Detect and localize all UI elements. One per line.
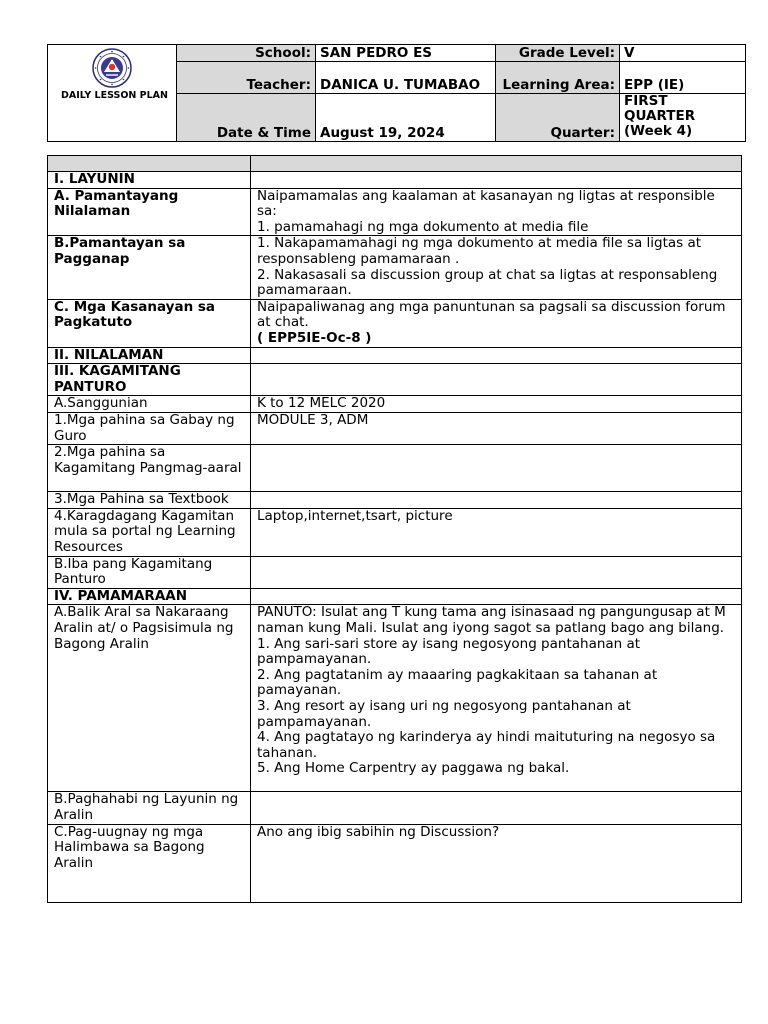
content-line: Ano ang ibig sabihin ng Discussion? xyxy=(257,823,500,840)
table-row xyxy=(48,236,742,299)
logo-caption: DAILY LESSON PLAN xyxy=(61,90,168,101)
learning-area-label: Learning Area: xyxy=(496,62,620,94)
content-line: Naipamamalas ang kaalaman at kasanayan ng ligtas at responsible sa: xyxy=(257,187,715,220)
table-row xyxy=(48,188,742,236)
row-content xyxy=(251,492,742,509)
table-row xyxy=(48,824,742,902)
content-line: 2. Ang pagtatanim ay maaaring pagkakitaan sa tahanan at pamayanan. xyxy=(257,666,658,699)
content-line: Naipapaliwanag ang mga panuntunan sa pagsali sa discussion forum at chat. xyxy=(257,298,726,331)
content-line: Laptop,internet,tsart, picture xyxy=(257,507,453,524)
content-line: 1. pamamahagi ng mga dokumento at media file xyxy=(257,218,589,235)
content-line: 5. Ang Home Carpentry ay paggawa ng bakal. xyxy=(257,760,570,777)
row-label: 1.Mga pahina sa Gabay ng Guro xyxy=(48,412,251,444)
table-row xyxy=(48,605,742,792)
learning-area-value: EPP (IE) xyxy=(620,62,746,94)
table-row xyxy=(48,792,742,824)
row-content xyxy=(251,792,742,824)
section-row xyxy=(48,347,742,364)
content-line: 4. Ang pagtatayo ng karinderya ay hindi maituturing na negosyo sa tahanan. xyxy=(257,729,716,761)
row-label: III. KAGAMITANG PANTURO xyxy=(48,364,251,396)
content-line: K to 12 MELC 2020 xyxy=(257,395,386,412)
table-row xyxy=(48,445,742,492)
row-label: II. NILALAMAN xyxy=(48,347,251,364)
row-label: C.Pag-uugnay ng mga Halimbawa sa Bagong Aralin xyxy=(48,824,251,902)
content-line: MODULE 3, ADM xyxy=(257,411,369,428)
table-row xyxy=(48,299,742,347)
school-label: School: xyxy=(177,45,316,62)
logo-cell xyxy=(48,45,177,142)
row-label xyxy=(48,156,251,172)
row-content xyxy=(251,172,742,189)
content-line: 2. Nakasasali sa discussion group at chat sa ligtas at responsableng pamamaraan. xyxy=(257,266,718,299)
row-content xyxy=(251,605,742,792)
row-label: C. Mga Kasanayan sa Pagkatuto xyxy=(48,299,251,347)
section-row xyxy=(48,172,742,189)
row-content xyxy=(251,412,742,444)
lesson-plan-table xyxy=(47,155,742,903)
row-content xyxy=(251,299,742,347)
row-content xyxy=(251,588,742,605)
teacher-label: Teacher: xyxy=(177,62,316,94)
row-content xyxy=(251,396,742,413)
date-time-label: Date & Time xyxy=(177,94,316,142)
table-row xyxy=(48,556,742,588)
row-content xyxy=(251,445,742,492)
row-label: I. LAYUNIN xyxy=(48,172,251,189)
row-label: 4.Karagdagang Kagamitan mula sa portal ng Learning Resources xyxy=(48,508,251,556)
row-content xyxy=(251,156,742,172)
row-label: B.Pamantayan sa Pagganap xyxy=(48,236,251,299)
quarter-label: Quarter: xyxy=(496,94,620,142)
date-value: August 19, 2024 xyxy=(316,94,496,142)
school-value: SAN PEDRO ES xyxy=(316,45,496,62)
table-head-row xyxy=(48,156,742,172)
section-row xyxy=(48,588,742,605)
table-row xyxy=(48,492,742,509)
grade-level-label: Grade Level: xyxy=(496,45,620,62)
table-row xyxy=(48,412,742,444)
table-row xyxy=(48,508,742,556)
section-row xyxy=(48,364,742,396)
content-line: 1. Nakapamamahagi ng mga dokumento at media file sa ligtas at responsableng pamamaraan . xyxy=(257,235,702,267)
row-content xyxy=(251,347,742,364)
grade-level-value: V xyxy=(620,45,746,62)
row-content xyxy=(251,824,742,902)
table-row xyxy=(48,396,742,413)
content-line: PANUTO: Isulat ang T kung tama ang isinasaad ng pangungusap at M naman kung Mali. Isulat ang iyong sagot sa patlang bago ang bilang. xyxy=(257,604,726,637)
teacher-value: DANICA U. TUMABAO xyxy=(316,62,496,94)
content-line: 1. Ang sari-sari store ay isang negosyong pantahanan at pampamayanan. xyxy=(257,635,641,668)
row-content xyxy=(251,364,742,396)
row-content xyxy=(251,236,742,299)
row-label: B.Paghahabi ng Layunin ng Aralin xyxy=(48,792,251,824)
row-label: 3.Mga Pahina sa Textbook xyxy=(48,492,251,509)
row-label: A.Sanggunian xyxy=(48,396,251,413)
row-label: A. Pamantayang Nilalaman xyxy=(48,188,251,236)
quarter-value: FIRST QUARTER (Week 4) xyxy=(620,94,746,142)
row-label: IV. PAMAMARAAN xyxy=(48,588,251,605)
row-content xyxy=(251,188,742,236)
content-line: 3. Ang resort ay isang uri ng negosyong pantahanan at pampamayanan. xyxy=(257,698,631,730)
row-content xyxy=(251,508,742,556)
row-label: 2.Mga pahina sa Kagamitang Pangmag-aaral xyxy=(48,445,251,492)
row-label: B.Iba pang Kagamitang Panturo xyxy=(48,556,251,588)
row-content xyxy=(251,556,742,588)
row-label: A.Balik Aral sa Nakaraang Aralin at/ o Pagsisimula ng Bagong Aralin xyxy=(48,605,251,792)
deped-seal-icon xyxy=(92,48,132,88)
header-table xyxy=(47,44,746,142)
competency-code: ( EPP5IE-Oc-8 ) xyxy=(257,329,372,346)
